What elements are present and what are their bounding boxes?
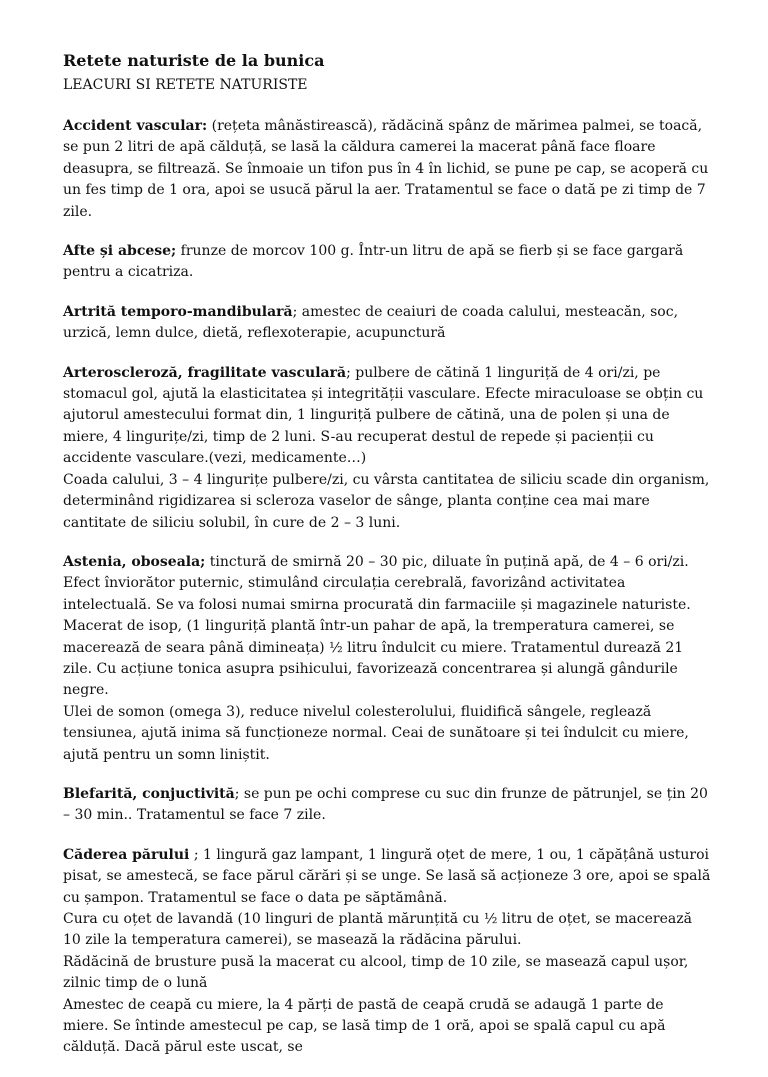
remedy-paragraph (63, 116, 713, 223)
remedy-paragraph (63, 363, 713, 470)
remedy-heading: Accident vascular: (63, 118, 208, 134)
remedy-text: (rețeta mânăstirească), rădăcină spânz de mărimea palmei, se toacă, se pun 2 litri de apă călduță, se lasă la căldura camerei la macerat până face floare deasupra, se filtrează. Se înmoaie un tifon pus în 4 în lichid, se pune pe cap, se acoperă cu un fes timp de 1 ora, apoi se usucă părul la aer. Tratamentul se face o dată pe zi timp de 7 zile. (63, 118, 709, 220)
remedy-paragraph (63, 241, 713, 284)
remedy-heading: Arteroscleroză, fragilitate vasculară (63, 364, 347, 381)
remedy-text: tinctură de smirnă 20 – 30 pic, diluate în puțină apă, de 4 – 6 ori/zi. Efect înviorător puternic, stimulând circulația cerebrală, favorizând activitatea intelectuală. Se va folosi numai smirna procurată din farmaciile și magazinele naturiste. (63, 553, 691, 613)
remedy-text: ; amestec de ceaiuri de coada calului, mesteacăn, soc, urzică, lemn dulce, dietă, reflexoterapie, acupunctură (63, 303, 679, 342)
remedy-text: ; pulbere de cătină 1 linguriță de 4 ori/zi, pe stomacul gol, ajută la elasticitatea și integrității vasculare. Efecte miraculoase se obțin cu ajutorul amestecului format din, 1 linguriță pulbere de cătină, una de polen și una de miere, 4 lingurițe/zi, timp de 2 luni. S-au recuperat destul de repede și pacienții cu accidente vasculare.(vezi, medicamente…) (63, 364, 704, 467)
remedy-text: ; se pun pe ochi comprese cu suc din frunze de pătrunjel, se țin 20 – 30 min.. Tratamentul se face 7 zile. (63, 785, 708, 824)
remedy-paragraph (63, 845, 713, 909)
remedy-entry (63, 845, 713, 1059)
remedy-entry (63, 784, 713, 827)
remedy-entry (63, 116, 713, 223)
remedy-paragraph: Ulei de somon (omega 3), reduce nivelul colesterolului, fluidifică sângele, reglează tensiunea, ajută inima să funcționeze normal. Ceai de sunătoare și tei îndulcit cu miere, ajută pentru un somn liniștit. (63, 703, 689, 763)
remedy-paragraph (63, 552, 713, 616)
remedy-paragraph: Coada calului, 3 – 4 lingurițe pulbere/zi, cu vârsta cantitatea de siliciu scade din organism, determinând rigidizarea si scleroza vaselor de sânge, planta conține cea mai mare cantitate de siliciu solubil, în cure de 2 – 3 luni. (63, 471, 710, 531)
document-subtitle: LEACURI SI RETETE NATURISTE (63, 77, 308, 93)
remedy-entry (63, 241, 713, 284)
remedy-paragraph (63, 302, 713, 345)
remedy-paragraph: Macerat de isop, (1 linguriță plantă într-un pahar de apă, la tremperatura camerei, se macerează de seara până dimineața) ½ litru îndulcit cu miere. Tratamentul durează 21 zile. Cu acțiune tonica asupra psihicului, favorizează concentrarea și alungă gândurile negre. (63, 618, 684, 699)
remedy-heading: Afte și abcese; (63, 243, 177, 260)
remedy-heading: Astenia, oboseala; (63, 553, 206, 570)
remedy-paragraph: Amestec de ceapă cu miere, la 4 părți de pastă de ceapă crudă se adaugă 1 parte de miere. Se întinde amestecul pe cap, se lasă timp de 1 oră, apoi se spală capul cu apă călduță. Dacă părul este uscat, se (63, 996, 666, 1056)
remedy-heading: Artrită temporo-mandibulară (63, 303, 293, 320)
remedy-text: ; 1 lingură gaz lampant, 1 lingură oțet de mere, 1 ou, 1 căpățână usturoi pisat, se amestecă, se face părul cărări și se unge. Se lasă să acționeze 3 ore, apoi se spală cu șampon. Tratamentul se face o data pe săptămână. (63, 846, 711, 906)
document-title: Retete naturiste de la bunica (63, 51, 325, 70)
document-page (63, 48, 713, 1077)
remedy-paragraph: Rădăcină de brusture pusă la macerat cu alcool, timp de 10 zile, se masează capul ușor, zilnic timp de o lună (63, 953, 689, 992)
remedy-paragraph (63, 784, 713, 827)
remedy-text: frunze de morcov 100 g. Într-un litru de apă se fierb și se face gargară pentru a cicatriza. (63, 243, 684, 281)
remedy-entry (63, 552, 713, 766)
remedy-heading: Căderea părului (63, 846, 190, 863)
remedy-heading: Blefarită, conjuctivită (63, 785, 235, 802)
remedy-paragraph: Cura cu oțet de lavandă (10 linguri de plantă mărunțită cu ½ litru de oțet, se macerează 10 zile la temperatura camerei), se masează la rădăcina părului. (63, 911, 692, 949)
remedy-entry (63, 302, 713, 345)
remedy-entry (63, 363, 713, 534)
